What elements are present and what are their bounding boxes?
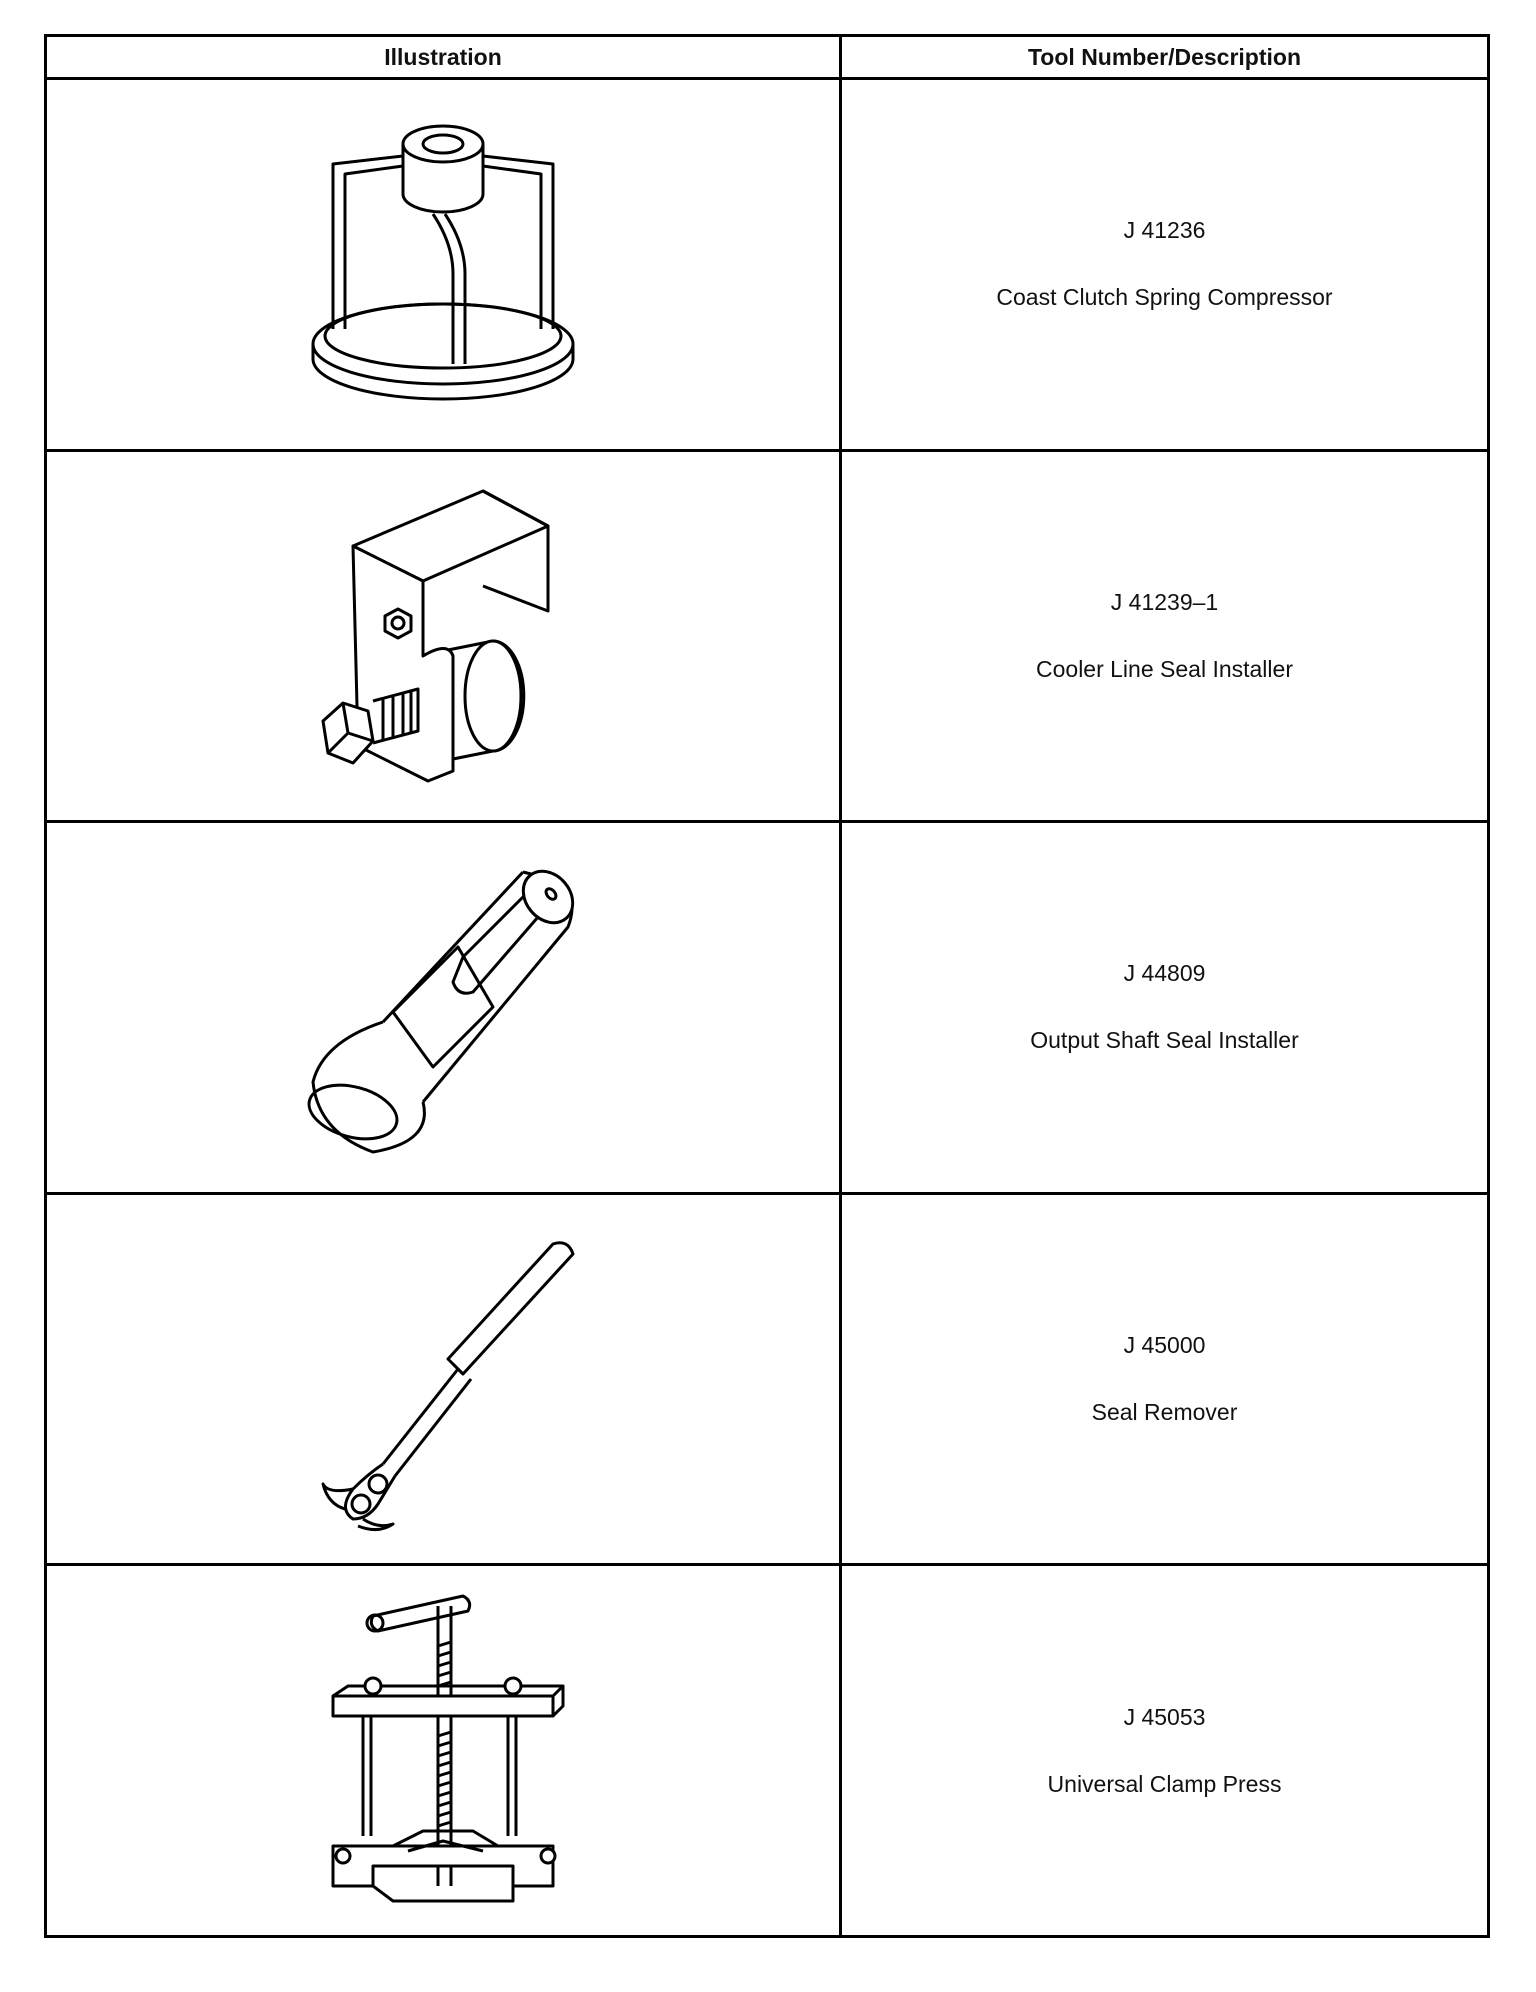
header-illustration: Illustration (47, 37, 842, 77)
table-row (47, 1195, 1487, 1567)
tool-cell (842, 823, 1487, 1192)
seal-remover-icon (283, 1214, 603, 1544)
illustration-cell (47, 452, 842, 821)
tool-number: J 45053 (1123, 1703, 1206, 1730)
tool-description: Output Shaft Seal Installer (1030, 1027, 1299, 1054)
tool-cell (842, 80, 1487, 449)
table-header (47, 37, 1487, 80)
tool-number: J 45000 (1123, 1332, 1206, 1359)
tool-cell (842, 1195, 1487, 1564)
table-row (47, 823, 1487, 1195)
clamp-press-icon (313, 1586, 573, 1916)
tool-description: Seal Remover (1091, 1399, 1238, 1426)
special-tools-table (44, 34, 1490, 1938)
tool-number: J 44809 (1123, 960, 1206, 987)
tool-cell (842, 1566, 1487, 1935)
tool-cell (842, 452, 1487, 821)
illustration-cell (47, 1195, 842, 1564)
illustration-cell (47, 80, 842, 449)
tool-number: J 41236 (1123, 217, 1206, 244)
table-row (47, 452, 1487, 824)
tool-description: Coast Clutch Spring Compressor (996, 284, 1333, 311)
table-row (47, 80, 1487, 452)
output-shaft-installer-icon (283, 842, 603, 1172)
seal-installer-icon (293, 471, 593, 801)
tool-number: J 41239–1 (1110, 588, 1219, 615)
spring-compressor-icon (293, 114, 593, 414)
tool-description: Universal Clamp Press (1047, 1770, 1282, 1797)
illustration-cell (47, 823, 842, 1192)
illustration-cell (47, 1566, 842, 1935)
table-row (47, 1566, 1487, 1935)
header-tool-number-description: Tool Number/Description (1027, 43, 1302, 70)
tool-description: Cooler Line Seal Installer (1036, 655, 1293, 682)
